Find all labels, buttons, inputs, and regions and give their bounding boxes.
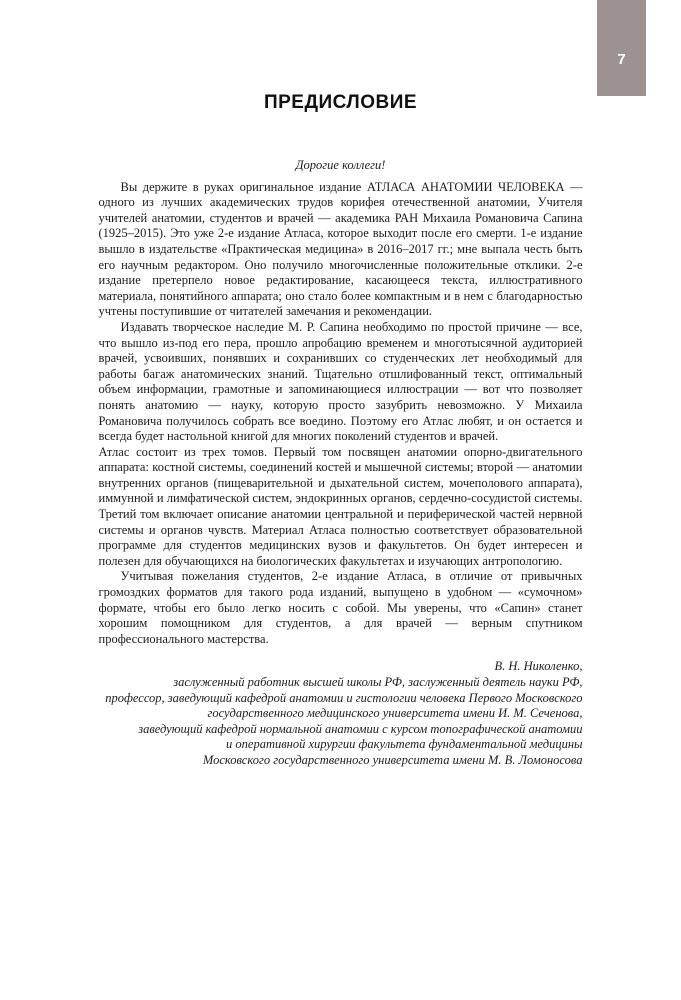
- signature-line: профессор, заведующий кафедрой анатомии и гистологии человека Первого Московского: [105, 690, 583, 705]
- paragraph-4: Учитывая пожелания студентов, 2-е издание Атласа, в отличие от привычных громоздких форматов для такого рода изданий, выпущено в удобном — «сумочном» формате, чтобы его было легко носить с собой. Мы уверены, что «Сапин» станет хорошим помощником для студентов, а для врачей — верным спутником профессионального мастерства.: [98, 569, 583, 646]
- signature-name: В. Н. Николенко,: [494, 659, 583, 674]
- page-number: 7: [617, 51, 626, 68]
- signature-line: Московского государственного университета имени М. В. Ломоносова: [202, 752, 583, 767]
- signature-block: [99, 659, 583, 768]
- paragraph-1: Вы держите в руках оригинальное издание АТЛАСА АНАТОМИИ ЧЕЛОВЕКА — одного из лучших академических трудов корифея отечественной анатомии, Учителя учителей анатомии, студентов и врачей — академика РАН Михаила Романовича Сапина (1925–2015). Это уже 2-е издание Атласа, которое выходит после его смерти. 1-е издание вышло в издательстве «Практическая медицина» в 2016–2017 гг.; мне выпала честь быть его научным редактором. Оно получило многочисленные положительные отклики. 2-е издание претерпело новое редактирование, касающееся текста, иллюстративного материала, понятийного аппарата; оно стало более компактным и в нем с благодарностью учтены поступившие от читателей замечания и рекомендации.: [98, 179, 583, 319]
- signature-line: заведующий кафедрой нормальной анатомии с курсом топографической анатомии: [138, 721, 583, 736]
- page-title: ПРЕДИСЛОВИЕ: [263, 92, 418, 113]
- page-content: [99, 158, 583, 769]
- salutation: Дорогие коллеги!: [295, 158, 386, 172]
- paragraph-3: Атлас состоит из трех томов. Первый том посвящен анатомии опорно-двигательного аппарата: костной системы, соединений костей и мышечной системы; второй — анатомии внутренних органов (пищеварительной и дыхательной систем, мочеполового аппарата), иммунной и лимфатической систем, эндокринных органов, сердечно-сосудистой системы. Третий том включает описание анатомии центральной и периферической частей нервной системы и органов чувств. Материал Атласа полностью соответствует образовательной программе для студентов медицинских вузов и факультетов. Он будет интересен и полезен для обучающихся на биологических факультетах и изучающих антропологию.: [98, 444, 583, 568]
- signature-line: и оперативной хирургии факультета фундаментальной медицины: [226, 737, 583, 752]
- paragraph-2: Издавать творческое наследие М. Р. Сапина необходимо по простой причине — все, что вышло из-под его пера, прошло апробацию временем и многотысячной аудиторией врачей, усвоивших, понявших и сохранивших со студенческих лет необходимый для работы багаж анатомических знаний. Тщательно отшлифованный текст, оптимальный объем информации, грамотные и запоминающиеся иллюстрации — вот что позволяет понять анатомию — науку, которую просто зазубрить невозможно. У Михаила Романовича получилось собрать все воедино. Поэтому его Атлас любят, и он остается и всегда будет настольной книгой для многих поколений студентов и врачей.: [98, 319, 583, 444]
- page-number-tab: [597, 0, 646, 96]
- signature-line: государственного медицинского университета имени И. М. Сеченова,: [207, 706, 583, 721]
- signature-line: заслуженный работник высшей школы РФ, заслуженный деятель науки РФ,: [173, 675, 583, 689]
